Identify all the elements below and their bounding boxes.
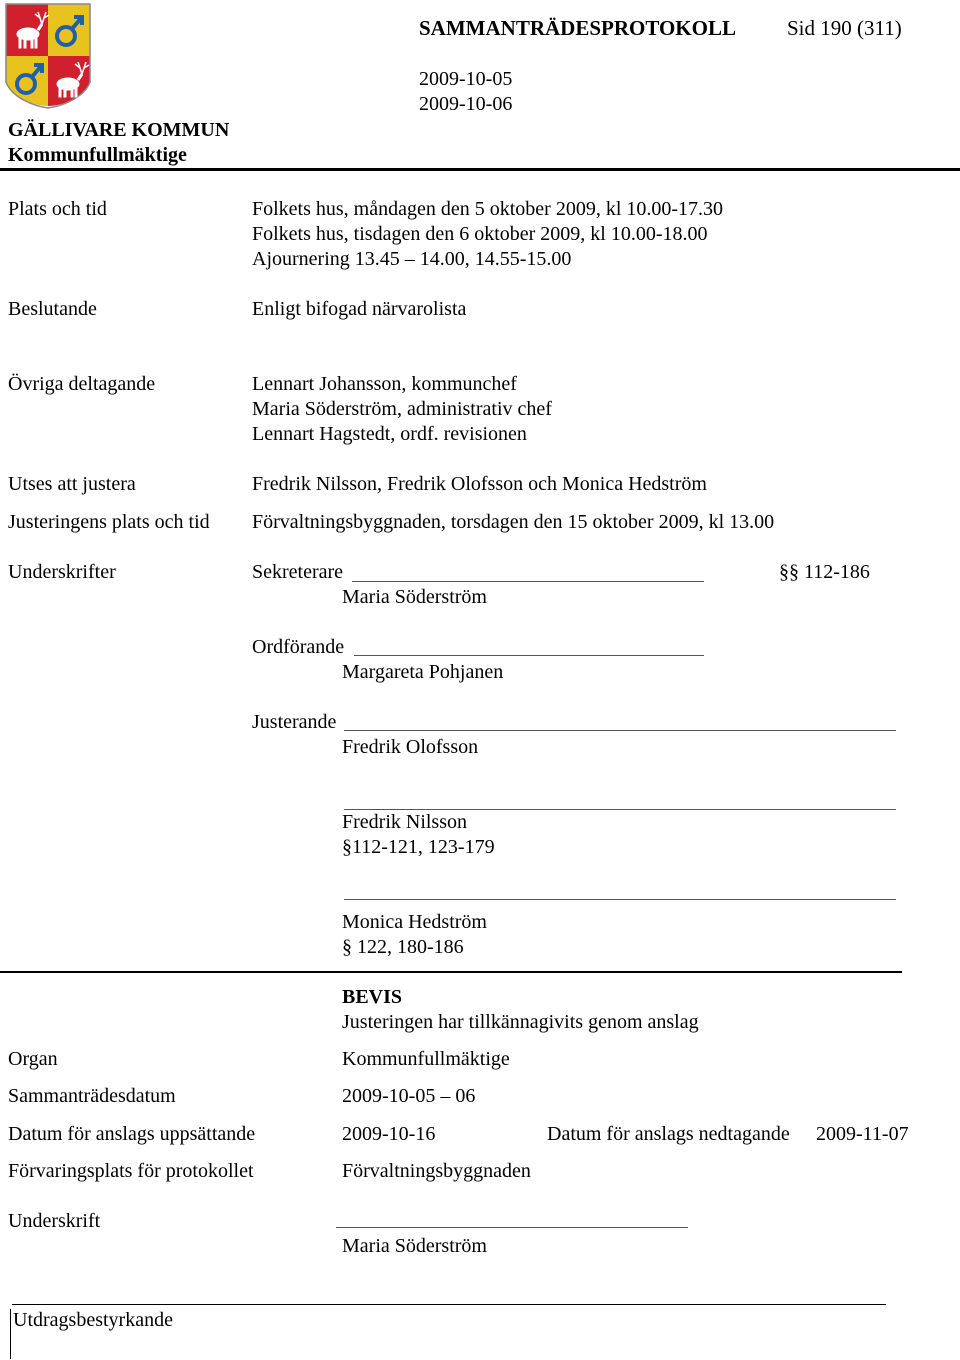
utdrag-top-rule — [12, 1304, 886, 1305]
council-name: Kommunfullmäktige — [8, 144, 187, 166]
plats-line-2: Folkets hus, tisdagen den 6 oktober 2009, kl 10.00-18.00 — [252, 223, 708, 245]
utdragsbestyrkande-label: Utdragsbestyrkande — [13, 1309, 173, 1331]
justerande-2-paragraphs: §112-121, 123-179 — [342, 836, 495, 858]
page-number: Sid 190 (311) — [787, 16, 902, 40]
ordforande-label: Ordförande — [252, 636, 345, 658]
utdrag-left-rule — [10, 1309, 11, 1359]
plats-line-1: Folkets hus, måndagen den 5 oktober 2009, kl 10.00-17.30 — [252, 198, 724, 220]
sekreterare-paragraphs: §§ 112-186 — [779, 561, 870, 583]
bevis-text: Justeringen har tillkännagivits genom anslag — [342, 1011, 699, 1033]
underskrift-label: Underskrift — [8, 1210, 101, 1232]
sammantradesdatum-label: Sammanträdesdatum — [8, 1085, 176, 1107]
utses-value: Fredrik Nilsson, Fredrik Olofsson och Monica Hedström — [252, 473, 707, 495]
nedtagande-label: Datum för anslags nedtagande — [547, 1123, 790, 1145]
utses-label: Utses att justera — [8, 473, 136, 495]
nedtagande-value: 2009-11-07 — [816, 1123, 909, 1145]
justeringens-label: Justeringens plats och tid — [8, 511, 210, 533]
ovriga-line-3: Lennart Hagstedt, ordf. revisionen — [252, 423, 527, 445]
justerande-3-paragraphs: § 122, 180-186 — [342, 936, 464, 958]
underskrift-name: Maria Söderström — [342, 1235, 487, 1257]
underskrift-signature-line — [336, 1227, 688, 1228]
plats-line-3: Ajournering 13.45 – 14.00, 14.55-15.00 — [252, 248, 572, 270]
justerande-label: Justerande — [252, 711, 337, 733]
uppsattande-label: Datum för anslags uppsättande — [8, 1123, 256, 1145]
justerande-3-name: Monica Hedström — [342, 911, 487, 933]
justerande-1-name: Fredrik Olofsson — [342, 736, 479, 758]
uppsattande-value: 2009-10-16 — [342, 1123, 436, 1145]
justeringens-value: Förvaltningsbyggnaden, torsdagen den 15 oktober 2009, kl 13.00 — [252, 511, 775, 533]
ovriga-label: Övriga deltagande — [8, 373, 156, 395]
bevis-title: BEVIS — [342, 986, 403, 1008]
justerande-3-signature-line — [344, 899, 896, 900]
document-title: SAMMANTRÄDESPROTOKOLL — [419, 16, 736, 40]
beslutande-label: Beslutande — [8, 298, 97, 320]
plats-label: Plats och tid — [8, 198, 107, 220]
bevis-rule — [0, 971, 902, 973]
ordforande-signature-line — [354, 655, 704, 656]
sammantradesdatum-value: 2009-10-05 – 06 — [342, 1085, 476, 1107]
organ-label: Organ — [8, 1048, 58, 1070]
ovriga-line-2: Maria Söderström, administrativ chef — [252, 398, 552, 420]
ovriga-line-1: Lennart Johansson, kommunchef — [252, 373, 517, 395]
forvaringsplats-label: Förvaringsplats för protokollet — [8, 1160, 254, 1182]
justerande-1-signature-line — [344, 730, 896, 731]
organ-value: Kommunfullmäktige — [342, 1048, 510, 1070]
sekreterare-signature-line — [352, 581, 704, 582]
sekreterare-name: Maria Söderström — [342, 586, 487, 608]
forvaringsplats-value: Förvaltningsbyggnaden — [342, 1160, 531, 1182]
municipality-name: GÄLLIVARE KOMMUN — [8, 119, 230, 141]
coat-of-arms-logo — [4, 2, 92, 110]
meeting-date-1: 2009-10-05 — [419, 68, 513, 90]
ordforande-name: Margareta Pohjanen — [342, 661, 504, 683]
underskrifter-label: Underskrifter — [8, 561, 116, 583]
beslutande-value: Enligt bifogad närvarolista — [252, 298, 467, 320]
meeting-date-2: 2009-10-06 — [419, 93, 513, 115]
justerande-2-name: Fredrik Nilsson — [342, 811, 467, 833]
sekreterare-label: Sekreterare — [252, 561, 344, 583]
header-rule — [0, 168, 960, 171]
